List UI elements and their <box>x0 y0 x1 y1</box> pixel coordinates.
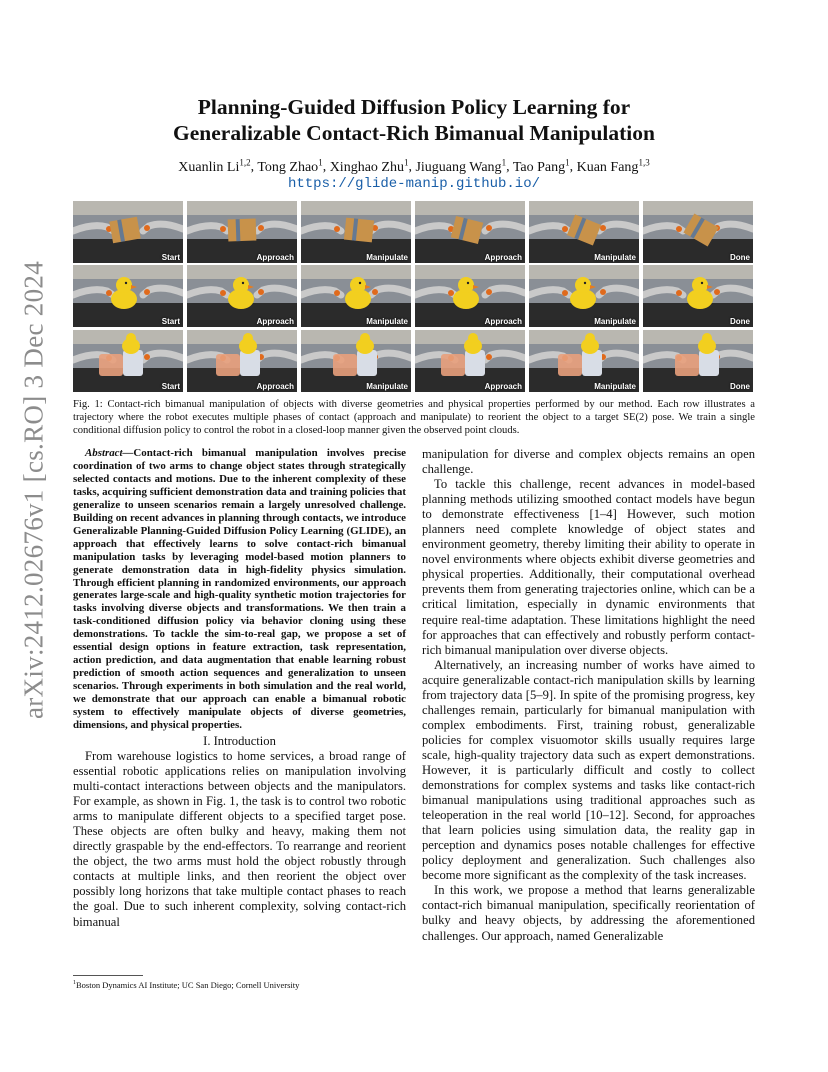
body-paragraph: manipulation for diverse and complex objects remains an open challenge. <box>422 447 755 477</box>
figure-frame <box>643 265 753 327</box>
frame-phase-label: Manipulate <box>594 253 636 262</box>
footnote: $^1$Boston Dynamics AI Institute; UC San Diego; Cornell University <box>73 980 300 990</box>
arxiv-identifier <box>14 260 54 720</box>
frame-phase-label: Manipulate <box>594 317 636 326</box>
frame-phase-label: Done <box>730 382 750 391</box>
figure-frame <box>643 330 753 392</box>
author: Xuanlin Li$^{1,2}$ <box>178 157 251 175</box>
figure-frame <box>415 330 525 392</box>
author: Kuan Fang$^{1,3}$ <box>576 157 650 175</box>
figure-1-image-grid <box>73 201 755 393</box>
author: Tao Pang$^1$ <box>512 157 570 175</box>
figure-frame <box>73 201 183 263</box>
figure-frame <box>301 201 411 263</box>
figure-frame <box>529 201 639 263</box>
figure-frame <box>73 265 183 327</box>
frame-phase-label: Manipulate <box>366 253 408 262</box>
footnote-text: Boston Dynamics AI Institute; UC San Diego; Cornell University <box>76 980 300 990</box>
frame-phase-label: Manipulate <box>366 317 408 326</box>
project-url-link[interactable]: https://glide-manip.github.io/ <box>287 176 541 192</box>
figure-frame <box>301 330 411 392</box>
body-paragraph: Alternatively, an increasing number of works have aimed to acquire generalizable contact-rich manipulation skills by learning from trajectory data [5–9]. In spite of the promising progress, key challenges remain, particularly for bimanual manipulation with complex embodiments. First, training robust, generalizable policies for complex visuomotor skills usually requires large scale, high-quality trajectory data such as expert demonstrations. However, it is particularly difficult and costly to collect demonstrations for complex systems and tasks like contact-rich bimanual manipulations using traditional approaches such as teleoperation in the real world [10–12]. Second, for approaches that learn policies using simulation data, the reality gap in perception and dynamics poses notable challenges for effective policy deployment and generalization. Such challenges also become more significant as the complexity of the task increases. <box>422 657 755 883</box>
frame-phase-label: Done <box>730 317 750 326</box>
figure-caption <box>73 398 755 438</box>
intro-paragraph: From warehouse logistics to home services, a broad range of essential robotic applications relies on manipulation involving multi-contact interactions between objects and the manipulators. For example, as shown in Fig. 1, the task is to control two robotic arms to manipulate different objects to a specified target pose. These objects are often bulky and heavy, making them not directly graspable by the end-effectors. To rearrange and reorient the object, the two arms must hold the object robustly through contacts at multiple links, and then reorient the object over possibly long horizons that take multiple contact phases to reach the goal. Due to such inherent complexity, solving contact-rich bimanual <box>73 749 406 929</box>
figure-frame <box>187 330 297 392</box>
author: Xinghao Zhu$^1$ <box>329 157 409 175</box>
body-paragraph: To tackle this challenge, recent advances in model-based planning methods utilizing smoothed contact models have begun to demonstrate effectiveness [1–4] However, such motion planners need complete knowledge of object states and environment geometry, thereby limiting their ability to operate in novel environments where objects exhibit diverse geometries and physical properties. Additionally, their computational overhead prevents them from generating trajectories online, which can be a critical limitation, especially in dynamic environments that require real-time adaptation. These limitations highlight the need for approaches that can effectively and robustly perform contact-rich bimanual manipulation over diverse objects. <box>422 477 755 657</box>
frame-phase-label: Approach <box>484 317 522 326</box>
frame-phase-label: Manipulate <box>366 382 408 391</box>
frame-phase-label: Approach <box>484 382 522 391</box>
figure-frame <box>415 265 525 327</box>
frame-phase-label: Approach <box>256 253 294 262</box>
figure-frame <box>529 265 639 327</box>
footnote-divider <box>73 975 143 976</box>
body-paragraph: In this work, we propose a method that learns generalizable contact-rich bimanual manipulation, specifically reorientation of bulky and heavy objects, by addressing the aforementioned challenges. Our approach, named Generalizable <box>422 883 755 943</box>
figure-frame <box>187 265 297 327</box>
arxiv-id-text: arXiv:2412.02676v1 [cs.RO] 3 Dec 2024 <box>18 260 49 720</box>
author: Jiuguang Wang$^1$ <box>415 157 507 175</box>
figure-frame <box>301 265 411 327</box>
frame-phase-label: Start <box>161 253 180 262</box>
paper-title <box>70 94 758 146</box>
frame-phase-label: Start <box>161 317 180 326</box>
frame-phase-label: Done <box>730 253 750 262</box>
figure-frame <box>529 330 639 392</box>
frame-phase-label: Manipulate <box>594 382 636 391</box>
figure-frame <box>187 201 297 263</box>
left-column <box>73 447 406 930</box>
section-heading: I. Introduction <box>203 733 276 748</box>
abstract <box>73 447 406 732</box>
frame-phase-label: Approach <box>484 253 522 262</box>
author-list: Xuanlin Li$^{1,2}$, Tong Zhao$^1$, Xinghao Zhu$^1$, Jiuguang Wang$^1$, Tao Pang$^1$, Kuan Fang$^{1,3}$ <box>178 157 650 175</box>
author: Tong Zhao$^1$ <box>257 157 323 175</box>
figure-frame <box>643 201 753 263</box>
abstract-text: Contact-rich bimanual manipulation involves precise coordination of two arms to change object states through strategically selected contacts and motions. Due to the inherent complexity of these tasks, acquiring sufficient demonstration data and training policies that generalize to unseen scenarios remain a largely unresolved challenge. Building on recent advances in planning through contacts, we introduce Generalizable Planning-Guided Diffusion Policy Learning (GLIDE), an approach that effectively learns to solve contact-rich bimanual manipulation tasks by leveraging model-based motion planners to generate demonstration data in high-fidelity physics simulation. Through efficient planning in randomized environments, our approach generates large-scale and high-quality synthetic motion trajectories for tasks involving diverse objects and transformations. We then train a task-conditioned diffusion policy via behavior cloning using these demonstrations. To tackle the sim-to-real gap, we propose a set of essential design options in feature extraction, task representation, action prediction, and data augmentation that enable learning robust prediction of smooth action sequences and generalization to unseen scenarios. Through experiments in both simulation and the real world, we demonstrate that our approach can enable a bimanual robotic system to effectively manipulate objects of diverse geometries, dimensions, and physical properties. <box>73 447 406 732</box>
figure-frame <box>415 201 525 263</box>
title-line-2: Generalizable Contact-Rich Bimanual Manipulation <box>173 121 655 145</box>
abstract-label: Abstract— <box>85 447 134 459</box>
frame-phase-label: Start <box>161 382 180 391</box>
figure-frame <box>73 330 183 392</box>
frame-phase-label: Approach <box>256 317 294 326</box>
figure-caption-text: Fig. 1: Contact-rich bimanual manipulation of objects with diverse geometries and physical properties performed by our method. Each row illustrates a trajectory where the robot executes multiple phases of contact (approach and manipulate) to reorient the object to a target SE(2) pose. We train a single conditional diffusion policy to control the robot in a closed-loop manner given the observed point clouds. <box>73 399 755 437</box>
right-column <box>422 447 755 944</box>
frame-phase-label: Approach <box>256 382 294 391</box>
title-line-1: Planning-Guided Diffusion Policy Learning for <box>197 95 631 119</box>
